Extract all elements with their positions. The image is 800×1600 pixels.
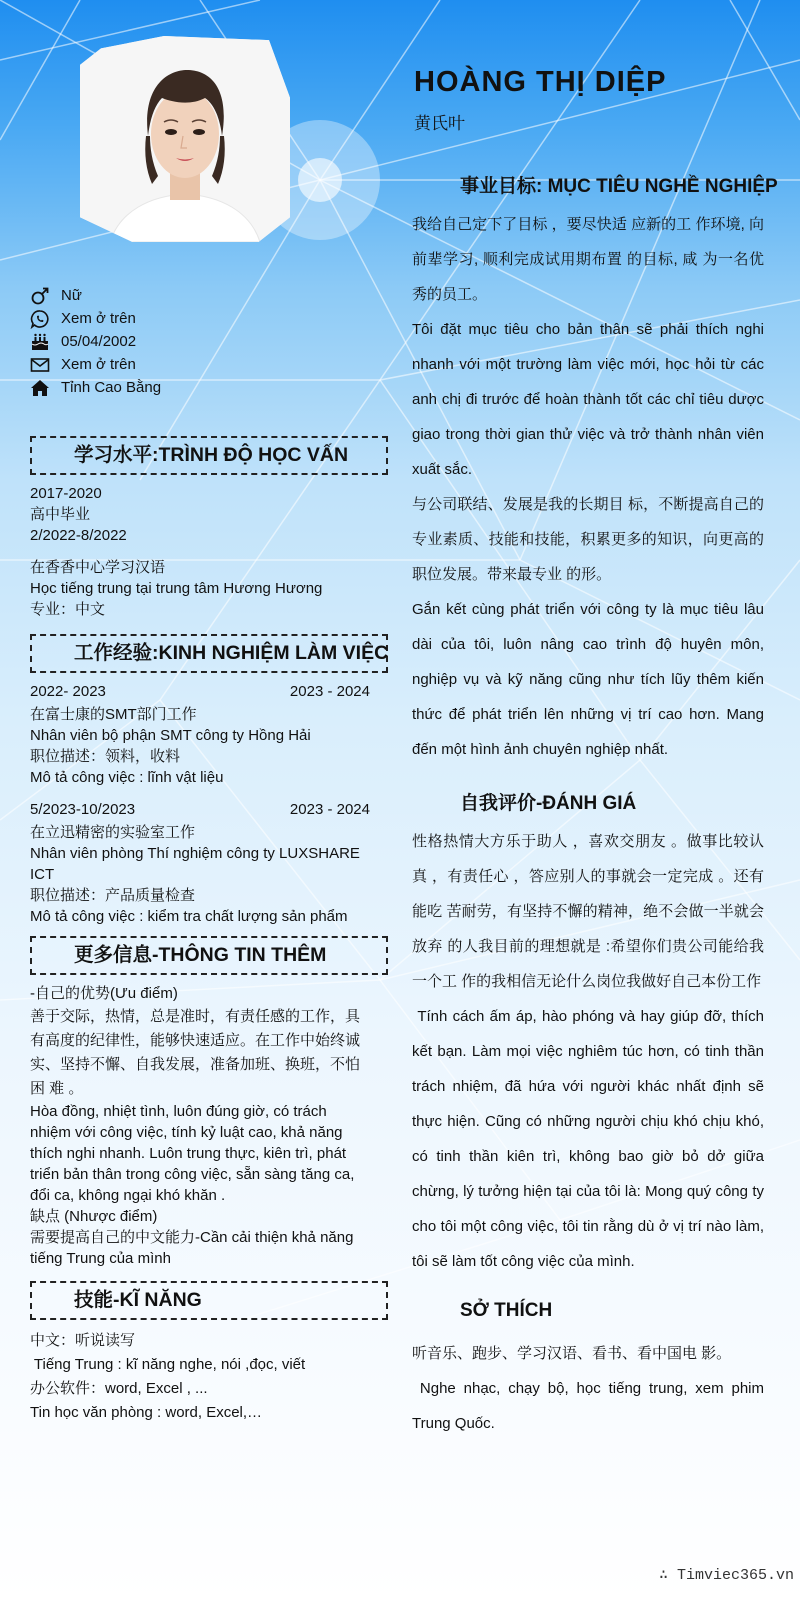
contact-address-text: Tỉnh Cao Bằng <box>61 379 162 396</box>
contact-gender-text: Nữ <box>61 287 82 304</box>
contact-birthday <box>30 330 330 353</box>
job-1-line: Nhân viên bộ phận SMT công ty Hồng Hải <box>30 727 311 744</box>
experience-job-1 <box>30 681 390 788</box>
skills-title: 技能-KĨ NĂNG <box>30 1281 388 1320</box>
contact-address <box>30 376 330 399</box>
education-period-1: 2017-2020 <box>30 485 102 502</box>
whatsapp-icon <box>30 309 61 329</box>
hobbies-title: SỞ THÍCH <box>460 1300 553 1321</box>
self-eval-text <box>412 824 769 1279</box>
job-2-line: 在立迅精密的实验室工作 <box>30 824 196 841</box>
contact-email <box>30 353 330 376</box>
hobbies-paragraph: Nghe nhạc, chạy bộ, học tiếng trung, xem phim Trung Quốc. <box>412 1380 768 1432</box>
birthday-cake-icon <box>30 332 61 352</box>
education-period-2: 2/2022-8/2022 <box>30 527 127 544</box>
job-1-date-left: 2022- 2023 <box>30 683 106 700</box>
strengths-cn: 善于交际，热情，总是准时，有责任感的工作，具有高度的纪律性，能够快速适应。在工作中始终诚实、坚持不懈、自我发展，准备加班、换班，不怕困 难 。 <box>30 1008 361 1097</box>
education-major: 专业：中文 <box>30 601 106 618</box>
more-info-title: 更多信息-THÔNG TIN THÊM <box>30 936 388 975</box>
envelope-icon <box>30 355 61 375</box>
strengths-label: -自己的优势(Ưu điểm) <box>30 985 178 1002</box>
job-1-date-right: 2023 - 2024 <box>289 683 370 700</box>
objective-title: 事业目标: MỤC TIÊU NGHỀ NGHIỆP <box>460 176 778 197</box>
contact-gender <box>30 284 330 307</box>
contact-birthday-text: 05/04/2002 <box>61 333 137 350</box>
skill-item: Tin học văn phòng : word, Excel,… <box>30 1404 263 1421</box>
job-1-line: Mô tả công việc : lĩnh vật liệu <box>30 769 224 786</box>
self-eval-title: 自我评价-ĐÁNH GIÁ <box>460 793 637 814</box>
job-2-line: Nhân viên phòng Thí nghiệm công ty LUXSHARE ICT <box>30 845 360 883</box>
job-2-line: 职位描述：产品质量检查 <box>30 887 196 904</box>
weakness-text: 需要提高自己的中文能力-Cần cải thiện khả năng tiếng Trung của mình <box>30 1229 354 1267</box>
job-1-line: 职位描述：领料，收料 <box>30 748 181 765</box>
contact-list <box>30 284 330 399</box>
skill-item: 办公软件：word, Excel , ... <box>30 1380 208 1397</box>
contact-email-text: Xem ở trên <box>61 356 136 373</box>
profile-photo <box>80 36 290 242</box>
objective-paragraph: 与公司联结、发展是我的长期目 标，不断提高自己的专业素质、技能和技能，积累更多的知识，向更高的职位发展。带来最专业 的形。 <box>412 496 764 583</box>
skill-item: 中文：听说读写 <box>30 1332 136 1349</box>
education-block <box>30 483 390 620</box>
weakness-label: 缺点 (Nhược điểm) <box>30 1208 158 1225</box>
skill-item: Tiếng Trung : kĩ năng nghe, nói ,đọc, viết <box>30 1356 306 1373</box>
contact-phone-text: Xem ở trên <box>61 310 136 327</box>
chinese-name: 黄氏叶 <box>414 114 465 133</box>
objective-paragraph: Gắn kết cùng phát triển với công ty là mục tiêu lâu dài của tôi, luôn nâng cao trình độ huyên môn, nghiệp vụ và kỹ năng cũng như tích lũy thêm kiến thức để phát triển lên những vị trí cao hơn. Mang đến một hình ảnh chuyên nghiệp nhất. <box>412 601 764 758</box>
hobbies-paragraph: 听音乐、跑步、学习汉语、看书、看中国电 影。 <box>412 1345 732 1362</box>
experience-title: 工作经验:KINH NGHIỆM LÀM VIỆC <box>30 634 388 673</box>
self-eval-paragraph: Tính cách ấm áp, hào phóng và hay giúp đỡ, thích kết bạn. Làm mọi việc nghiêm túc hơn, có tinh thần trách nhiệm, đã hứa với người khác nhất định sẽ thực hiện. Cũng có những người chịu khó chịu khó, có tinh thần kiên trì, không bao giờ bỏ dở giữa chừng, lý tưởng hiện tại của tôi là: Mong quý công ty cho tôi một công việc, tôi tin rằng dù ở vị trí nào làm, tôi sẽ làm tốt công việc của mình. <box>412 1008 769 1270</box>
contact-phone <box>30 307 330 330</box>
gender-icon <box>30 286 61 306</box>
strengths-vn: Hòa đồng, nhiệt tình, luôn đúng giờ, có trách nhiệm với công việc, tính kỷ luật cao, khả năng thích nghi nhanh. Luôn trung thực, kiên trì, phát triển bản thân trong công việc, sẵn sàng tăng ca, đổi ca, không ngại khó khăn . <box>30 1103 355 1204</box>
job-2-line: Mô tả công việc : kiểm tra chất lượng sản phẩm <box>30 908 348 925</box>
job-2-date-left: 5/2023-10/2023 <box>30 801 136 818</box>
hobbies-text <box>412 1336 768 1441</box>
education-title: 学习水平:TRÌNH ĐỘ HỌC VẤN <box>30 436 388 475</box>
watermark: ∴ Timviec365.vn <box>658 1567 794 1584</box>
objective-paragraph: Tôi đặt mục tiêu cho bản thân sẽ phải thích nghi nhanh với một trường làm việc mới, học hỏi từ các anh chị đi trước để hoàn thành tốt các chỉ tiêu dược giao trong thời gian thử việc và trở thành nhân viên xuất sắc. <box>412 321 764 478</box>
objective-paragraph: 我给自己定下了目标 ，要尽快适 应新的工 作环境, 向前辈学习, 顺利完成试用期布置 的目标, 咸 为一名优秀的员工。 <box>412 216 764 303</box>
job-2-date-right: 2023 - 2024 <box>289 801 370 818</box>
objective-text <box>412 207 764 767</box>
more-info-block <box>30 983 366 1269</box>
skills-block <box>30 1329 390 1425</box>
self-eval-paragraph: 性格热情大方乐于助人 ，喜欢交朋友 。做事比较认真 ，有责任心 ，答应别人的事就会一定完成 。还有能吃 苦耐劳，有坚持不懈的精神，绝不会做一半就会放弃 的人我目前的理想就是 :希望你们贵公司能给我一个工 作的我相信无论什么岗位我做好自己本份工作 <box>412 833 764 990</box>
experience-job-2 <box>30 799 390 927</box>
education-school-cn: 在香香中心学习汉语 <box>30 559 166 576</box>
home-icon <box>30 378 61 398</box>
full-name: HOÀNG THỊ DIỆP <box>414 66 667 98</box>
education-school-vn: Học tiếng trung tại trung tâm Hương Hương <box>30 580 323 597</box>
job-1-line: 在富士康的SMT部门工作 <box>30 706 197 723</box>
education-degree: 高中毕业 <box>30 506 91 523</box>
